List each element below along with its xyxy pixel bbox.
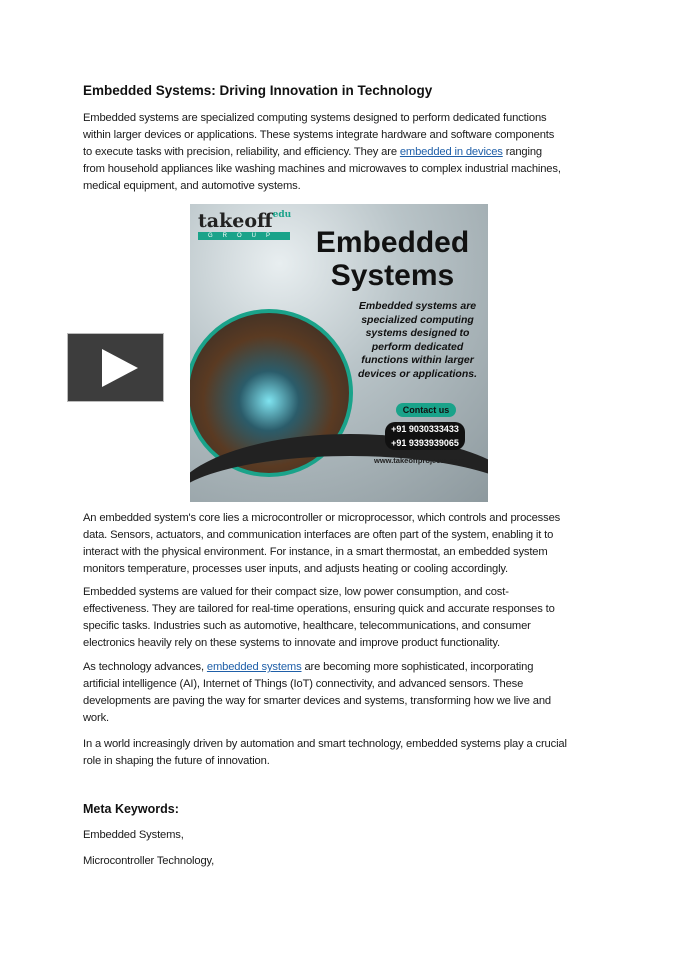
page-title: Embedded Systems: Driving Innovation in Technology xyxy=(83,83,433,98)
logo-group-bar: GROUP xyxy=(198,232,290,240)
text-line: role in shaping the future of innovation. xyxy=(83,755,270,767)
text-line: Embedded systems are specialized computing systems designed to perform dedicated functions xyxy=(83,112,547,124)
text-line: monitors temperature, processes user inputs, and adjusts heating or cooling accordingly. xyxy=(83,563,509,575)
meta-keywords-heading: Meta Keywords: xyxy=(83,802,179,816)
text-line: developments are paving the way for smarter devices and systems, transforming how we live and xyxy=(83,695,551,707)
play-button[interactable] xyxy=(67,333,164,402)
text-line: specific tasks. Industries such as automotive, healthcare, telecommunications, and consumer xyxy=(83,620,531,632)
paragraph-core xyxy=(83,510,560,578)
paragraph-benefits xyxy=(83,584,555,652)
text: As technology advances, xyxy=(83,661,207,673)
text-line: In a world increasingly driven by automation and smart technology, embedded systems play a crucial xyxy=(83,738,567,750)
text: are becoming more sophisticated, incorporating xyxy=(301,661,534,673)
text: to execute tasks with precision, reliability, and efficiency. They are xyxy=(83,146,400,158)
text-line: An embedded system's core lies a microcontroller or microprocessor, which controls and processes xyxy=(83,512,561,524)
text-line: data. Sensors, actuators, and communication interfaces are often part of the system, enabling it to xyxy=(83,529,554,541)
text-line: from household appliances like washing machines and microwaves to complex industrial machines, xyxy=(83,163,561,175)
takeoff-logo: takeoff$^{edu}$ xyxy=(198,210,292,232)
banner-heading: Embedded Systems xyxy=(315,226,470,292)
text-line: electronics heavily rely on these systems to innovate and improve product functionality. xyxy=(83,637,500,649)
text: ranging xyxy=(502,146,542,158)
text-line: medical equipment, and automotive systems. xyxy=(83,180,301,192)
keyword-item: Embedded Systems, xyxy=(83,829,184,841)
intro-paragraph xyxy=(83,110,561,195)
embedded-in-devices-link[interactable]: embedded in devices xyxy=(399,146,503,158)
text-line: interact with the physical environment. For instance, in a smart thermostat, an embedded system xyxy=(83,546,548,558)
banner-description: Embedded systems are specialized computing systems designed to perform dedicated functions within larger devices or applications. xyxy=(357,300,478,380)
paragraph-advances xyxy=(83,659,551,727)
text-line: work. xyxy=(83,712,109,724)
phone-numbers: +91 9030333433 +91 9393939065 xyxy=(385,422,465,450)
website-text: www.takeoffprojects.com xyxy=(374,456,465,465)
text-line xyxy=(83,144,561,161)
text-line: Embedded systems are valued for their compact size, low power consumption, and cost- xyxy=(83,586,509,598)
paragraph-conclusion xyxy=(83,736,567,770)
embedded-systems-banner-image xyxy=(190,204,488,502)
play-icon xyxy=(102,349,138,387)
contact-us-badge: Contact us xyxy=(396,403,456,417)
text-line: effectiveness. They are tailored for real-time operations, ensuring quick and accurate responses to xyxy=(83,603,555,615)
text-line: artificial intelligence (AI), Internet of Things (IoT) connectivity, and advanced sensors. These xyxy=(83,678,524,690)
keyword-item: Microcontroller Technology, xyxy=(83,855,215,867)
embedded-systems-link[interactable]: embedded systems xyxy=(206,661,302,673)
text-line xyxy=(83,659,551,676)
text-line: within larger devices or applications. These systems integrate hardware and software components xyxy=(83,129,555,141)
